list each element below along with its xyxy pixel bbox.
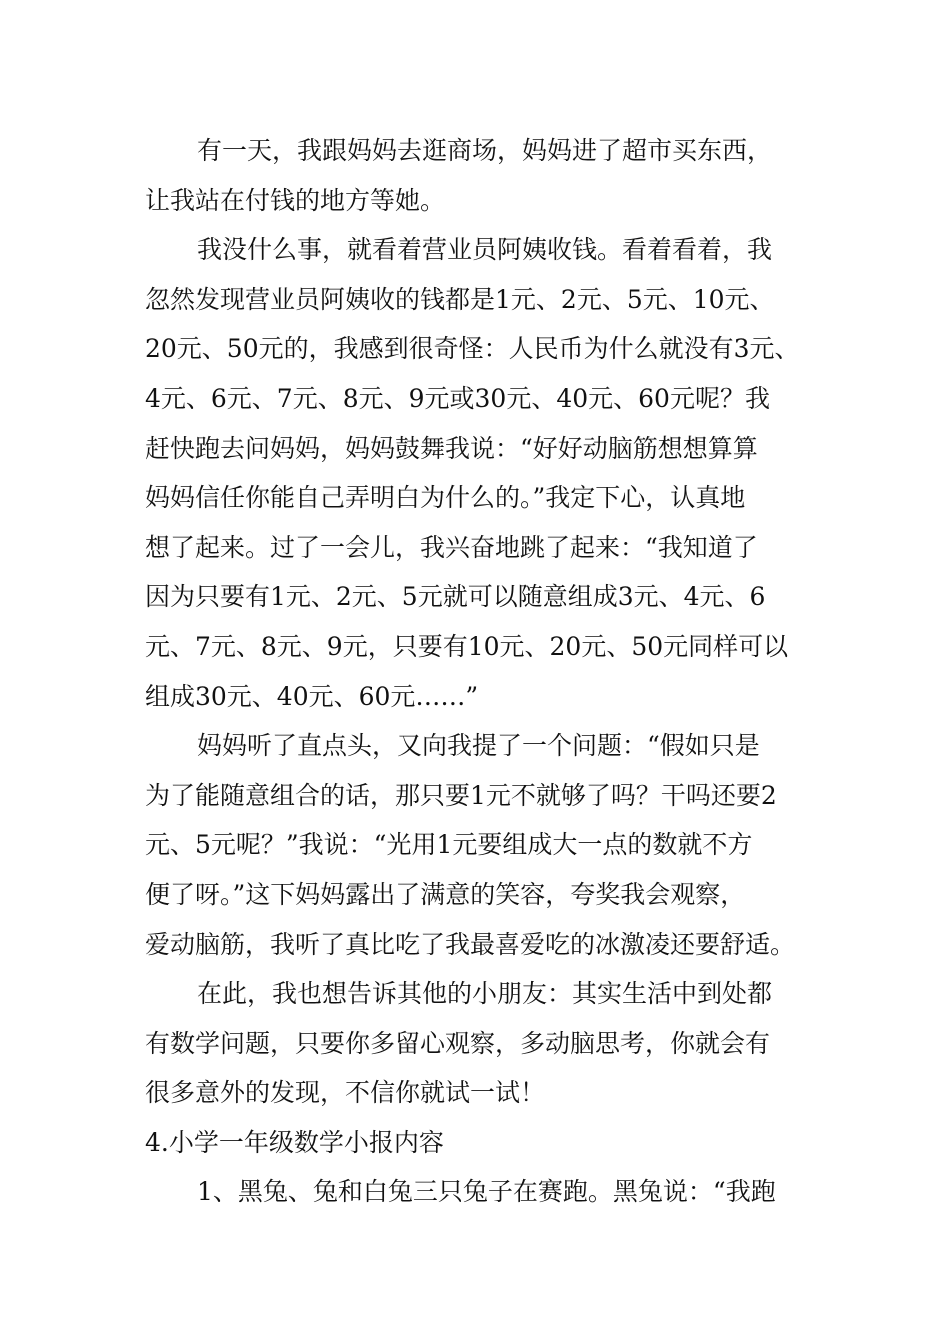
- text-line: 我没什么事，就看着营业员阿姨收钱。看着看着，我: [197, 235, 773, 265]
- text-line: 元、5元呢？”我说：“光用1元要组成大一点的数就不方: [145, 830, 753, 860]
- section-heading: 4.小学一年级数学小报内容: [145, 1127, 444, 1157]
- text-line: 1、黑兔、兔和白兔三只兔子在赛跑。黑兔说：“我跑: [197, 1177, 776, 1207]
- text-line: 元、7元、8元、9元，只要有10元、20元、50元同样可以: [145, 631, 789, 661]
- text-line: 很多意外的发现，不信你就试一试！: [145, 1078, 546, 1108]
- text-line: 让我站在付钱的地方等她。: [145, 185, 446, 215]
- text-line: 妈妈听了直点头，又向我提了一个问题：“假如只是: [197, 731, 760, 761]
- text-line: 在此，我也想告诉其他的小朋友：其实生活中到处都: [197, 979, 773, 1009]
- text-line: 有数学问题，只要你多留心观察，多动脑思考，你就会有: [145, 1028, 771, 1058]
- text-line: 组成30元、40元、60元……”: [145, 681, 479, 711]
- text-line: 为了能随意组合的话，那只要1元不就够了吗？干吗还要2: [145, 780, 777, 810]
- text-line: 20元、50元的，我感到很奇怪：人民币为什么就没有3元、: [145, 334, 800, 364]
- text-line: 忽然发现营业员阿姨收的钱都是1元、2元、5元、10元、: [145, 284, 775, 314]
- text-line: 有一天，我跟妈妈去逛商场，妈妈进了超市买东西，: [197, 136, 773, 165]
- text-line: 妈妈信任你能自己弄明白为什么的。”我定下心，认真地: [145, 483, 746, 513]
- document-body: [145, 126, 825, 1217]
- text-line: 赶快跑去问妈妈，妈妈鼓舞我说：“好好动脑筋想想算算: [145, 433, 758, 463]
- text-line: 4元、6元、7元、8元、9元或30元、40元、60元呢？我: [145, 383, 770, 413]
- text-line: 爱动脑筋，我听了真比吃了我最喜爱吃的冰激凌还要舒适。: [145, 929, 796, 959]
- text-line: 因为只要有1元、2元、5元就可以随意组成3元、4元、6: [145, 582, 766, 612]
- text-line: 想了起来。过了一会儿，我兴奋地跳了起来：“我知道了: [145, 532, 758, 562]
- text-line: 便了呀。”这下妈妈露出了满意的笑容，夸奖我会观察，: [145, 879, 746, 909]
